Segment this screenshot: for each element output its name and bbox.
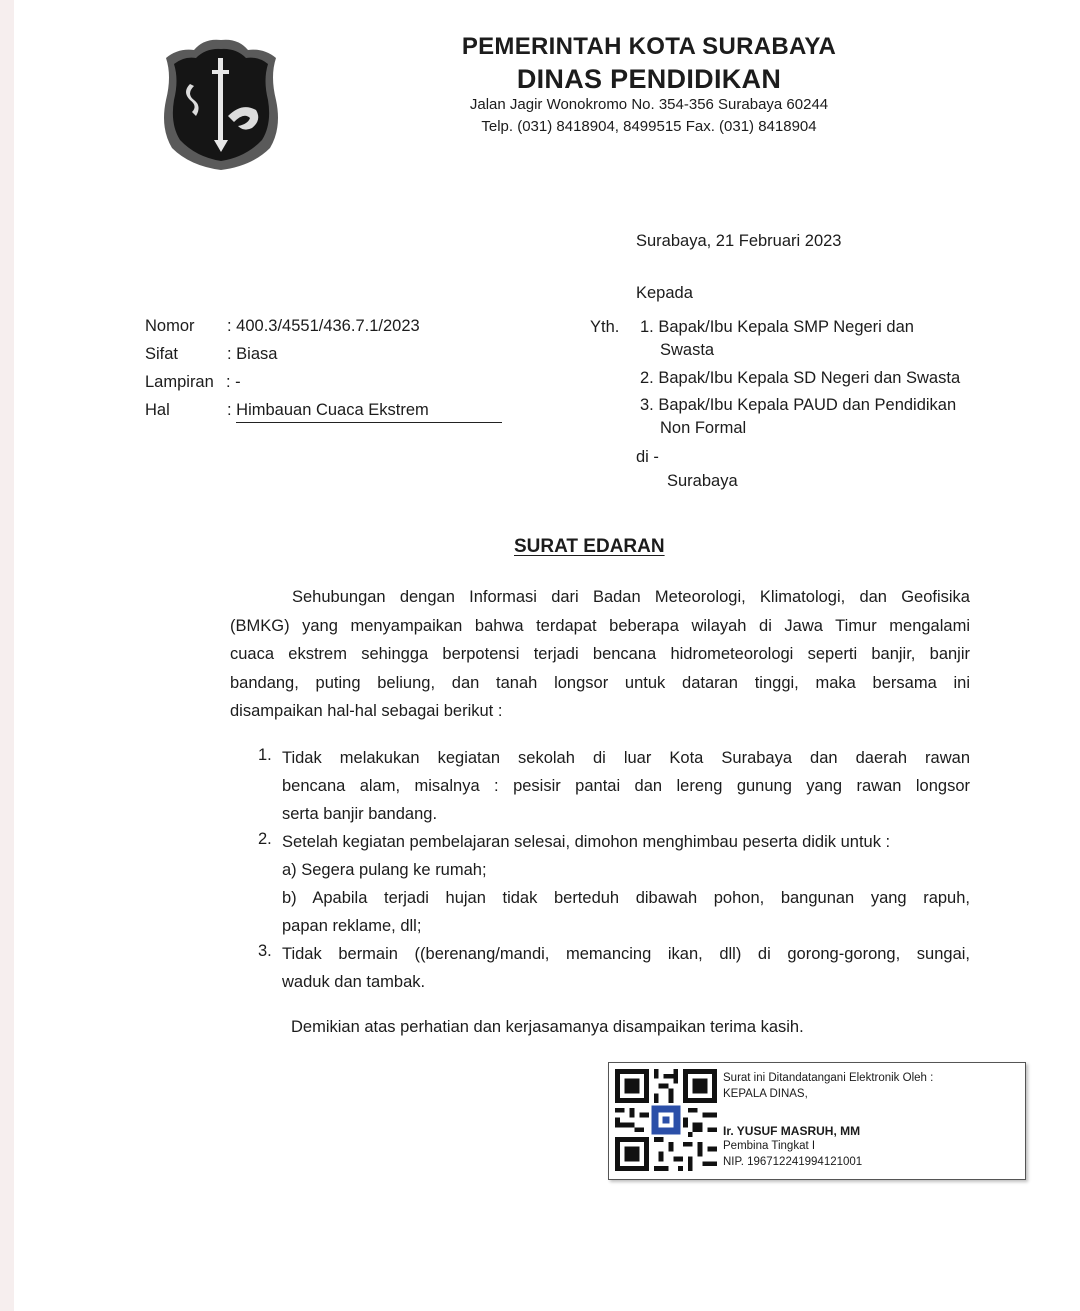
header-department: DINAS PENDIDIKAN [516,64,782,94]
yth-label: Yth. [590,318,620,336]
recipient-3-line1: 3. Bapak/Ibu Kepala PAUD dan Pendidikan [640,396,957,414]
sifat-label: Sifat [145,345,179,363]
point-3-number: 3. [258,942,272,960]
surabaya-emblem-icon [158,36,284,172]
qr-code-icon [615,1069,717,1171]
point-line: waduk dan tambak. [282,973,426,991]
signatory-rank: Pembina Tingkat I [723,1140,816,1152]
header-phone: Telp. (031) 8418904, 8499515 Fax. (031) 8418904 [481,118,817,135]
hal-label: Hal [145,401,170,419]
sifat-value: : Biasa [227,345,278,363]
intro-line: cuaca ekstrem sehingga berpotensi terjadi bencana hidrometeorologi seperti banjir, banjir [230,645,970,663]
point-line: Tidak bermain ((berenang/mandi, memancing ikan, dll) di gorong-gorong, sungai, [282,945,970,963]
point-line: bencana alam, misalnya : pesisir pantai dan lereng gunung yang rawan longsor [282,777,970,795]
intro-line: disampaikan hal-hal sebagai berikut : [230,702,503,720]
recipient-2: 2. Bapak/Ibu Kepala SD Negeri dan Swasta [640,369,961,387]
point-line: Tidak melakukan kegiatan sekolah di luar Kota Surabaya dan daerah rawan [282,749,970,767]
intro-line: Sehubungan dengan Informasi dari Badan Meteorologi, Klimatologi, dan Geofisika [292,588,970,606]
point-line: b) Apabila terjadi hujan tidak berteduh dibawah pohon, bangunan yang rapuh, [282,889,970,907]
recipient-3-line2: Non Formal [660,419,747,437]
point-1-number: 1. [258,746,272,764]
intro-line: (BMKG) yang menyampaikan bahwa terdapat beberapa wilayah di Jawa Timur mengalami [230,616,970,635]
nomor-label: Nomor [145,317,195,335]
lampiran-label: Lampiran [145,373,214,391]
lampiran-value: : - [226,373,241,391]
nomor-value: : 400.3/4551/436.7.1/2023 [227,317,420,335]
point-3 [282,940,970,996]
closing-sentence: Demikian atas perhatian dan kerjasamanya disampaikan terima kasih. [291,1018,804,1036]
letter-page [14,0,1080,1311]
recipient-city: Surabaya [667,472,738,490]
point-line: Setelah kegiatan pembelajaran selesai, dimohon menghimbau peserta didik untuk : [282,833,891,851]
signature-statement: Surat ini Ditandatangani Elektronik Oleh : [723,1072,934,1084]
point-2 [282,828,970,940]
header-government: PEMERINTAH KOTA SURABAYA [461,33,837,60]
recipient-1-line2: Swasta [660,341,715,359]
electronic-signature-box [608,1062,1026,1180]
letter-title: SURAT EDARAN [514,536,665,557]
kepada-label: Kepada [636,284,693,302]
point-line: serta banjir bandang. [282,805,438,823]
hal-value: : Himbauan Cuaca Ekstrem [227,401,429,419]
signatory-name: Ir. YUSUF MASRUH, MM [723,1124,861,1138]
header-address: Jalan Jagir Wonokromo No. 354-356 Surabaya 60244 [469,96,829,113]
di-label: di - [636,448,659,466]
intro-paragraph [230,583,970,726]
recipient-1-line1: 1. Bapak/Ibu Kepala SMP Negeri dan [640,318,914,336]
point-1 [282,744,970,828]
point-line: papan reklame, dll; [282,917,422,935]
signatory-nip: NIP. 196712241994121001 [723,1156,863,1168]
point-line: a) Segera pulang ke rumah; [282,861,487,879]
point-2-number: 2. [258,830,272,848]
intro-line: bandang, puting beliung, dan tanah longsor untuk dataran tinggi, maka bersama ini [230,673,970,692]
letter-date: Surabaya, 21 Februari 2023 [636,232,842,250]
hal-underline [236,422,502,423]
signature-position: KEPALA DINAS, [723,1088,808,1100]
